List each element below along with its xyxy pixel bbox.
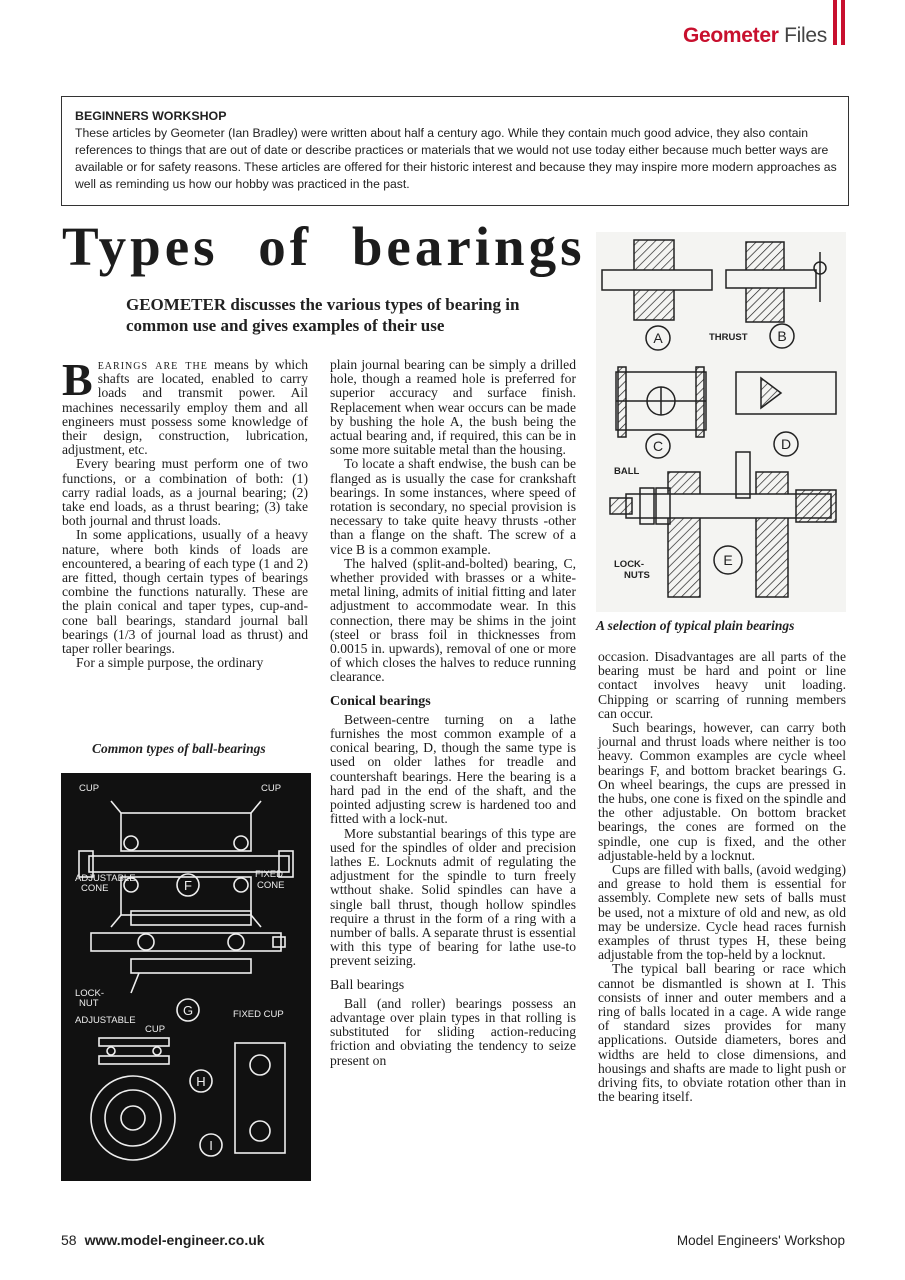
label-cup-1: CUP — [79, 783, 100, 794]
label-ball: BALL — [614, 466, 640, 477]
label-c: C — [652, 438, 664, 454]
notice-title: BEGINNERS WORKSHOP — [75, 109, 227, 123]
paragraph: For a simple purpose, the ordinary — [76, 655, 264, 671]
article-subtitle: GEOMETER discusses the various types of bearing in common use and gives examples of their use — [126, 295, 520, 335]
thread-e — [796, 490, 836, 522]
footer-left — [61, 1232, 265, 1248]
label-b: B — [777, 328, 787, 344]
paragraph: The typical ball bearing or race which cannot be dismantled is shown at I. This consists of inner and outer members and a ring of balls located in a cage. A wide range of standard sizes provides for many applications. Outside diameters, bores and widths are held to close dimensions, and housings and shafts are made to light push or driving fits, to obviate rotation other than in the bearing itself. — [598, 961, 846, 1105]
text-column-3 — [598, 650, 846, 1105]
label-h: H — [196, 1074, 206, 1089]
brand-light: Files — [784, 24, 827, 47]
screw-b — [726, 270, 816, 288]
label-thrust: THRUST — [709, 332, 748, 343]
header-brand — [683, 24, 827, 48]
bolt-c — [618, 367, 626, 437]
paragraph: The halved (split-and-bolted) bearing, C, whether provided with brasses or a white-metal lining, admits of initial fitting and later adjustment to accommodate wear. In this connection, there may be shims in the joint (steel or brass foil in thicknesses from 0.0015 in. upwards), removal of one or more of which closes the halves to reduce running clearance. — [330, 555, 576, 685]
section-heading-conical: Conical bearings — [330, 693, 431, 709]
label-nuts: NUTS — [624, 570, 650, 581]
shaft-a — [602, 270, 712, 290]
housing-e — [668, 517, 700, 597]
label-a: A — [653, 330, 663, 346]
paragraph: plain journal bearing can be simply a drilled hole, though a reamed hole is preferred for superior accuracy and surface finish. Replacement when wear occurs can be made by bushing the hole A, the bush being the actual bearing and, if required, this can be in some more suitable metal than the housing. — [330, 357, 576, 458]
label-lock: LOCK- — [75, 988, 105, 999]
paragraph-text: means by which shafts are located, enabled to carry loads and transmit power. Ail machines necessarily employ them and all engineers must possess some knowledge of their design, construction, lubrication, adjustment, etc. — [62, 357, 308, 458]
paragraph: occasion. Disadvantages are all parts of the bearing must be hard and point or line contact involves heavy unit loading. Chipping or scarring of running members can occur. — [598, 649, 846, 721]
section-heading-ball: Ball bearings — [330, 977, 405, 993]
notice-box — [61, 96, 849, 206]
paragraph — [62, 354, 308, 458]
label-adjustable: ADJUSTABLE — [75, 873, 136, 884]
notice-text: These articles by Geometer (Ian Bradley) were written about half a century ago. While they contain much good advice, they also contain references to things that are out of date or describe practices or materials that we would not use today either because much better ways are available or for safety reasons. These articles are offered for their historic interest and because they may inspire more modern approaches as well as reminding us how our hobby was practiced in the past. — [75, 126, 837, 191]
label-cone-2: CONE — [257, 880, 285, 891]
drop-cap: B — [62, 354, 93, 405]
paragraph: Every bearing must perform one of two functions, or a combination of both: (1) carry radial loads, as a journal bearing; (2) take end loads, as a thrust bearing; (3) take both journal and thrust loads. — [62, 456, 308, 529]
lead-in: earings are the — [97, 357, 208, 372]
label-fixed-cup: FIXED CUP — [233, 1009, 284, 1020]
text-column-1 — [62, 354, 308, 671]
label-cup-2: CUP — [261, 783, 282, 794]
label-cup-3: CUP — [145, 1024, 166, 1035]
label-fixed: FIXED — [255, 869, 283, 880]
label-e: E — [723, 552, 733, 568]
text-column-2 — [330, 358, 576, 1068]
housing-e — [756, 517, 788, 597]
label-i: I — [209, 1138, 213, 1153]
label-adjustable-cup: ADJUSTABLE — [75, 1015, 136, 1026]
bolt-c — [696, 367, 704, 437]
page-number: 58 — [61, 1232, 77, 1248]
header-red-bar — [841, 0, 845, 45]
label-nut: NUT — [79, 998, 99, 1009]
figure-background — [61, 773, 311, 1181]
paragraph: In some applications, usually of a heavy nature, where both kinds of loads are encountered, a bearing of each type (1 and 2) are fitted, though certain types of bearings combine the functions naturally. These are the plain conical and taper types, cup-and-cone ball bearings, standard journal ball bearings (1/3 of journal load as thrust) and taper roller bearings. — [62, 527, 308, 657]
figure-caption-plain-bearings: A selection of typical plain bearings — [596, 618, 795, 633]
label-d: D — [780, 436, 792, 452]
paragraph: Cups are filled with balls, (avoid wedging) and grease to hold them is essential for assembly. Complete new sets of balls must be used, not a mixture of old and new, as old may be undersize. Cycle head races furnish examples of thrust types H, these being adjustable from the top-held by a locknut. — [598, 862, 846, 963]
footer-url[interactable]: www.model-engineer.co.uk — [84, 1232, 265, 1248]
label-cone: CONE — [81, 883, 109, 894]
end-e — [610, 498, 632, 514]
ball-bearings-figure — [61, 773, 311, 1181]
footer-magazine: Model Engineers' Workshop — [676, 1233, 845, 1248]
paragraph: Between-centre turning on a lathe furnishes the most common example of a conical bearing, D, though the same type is used on older lathes for treadle and countershaft bearings. Here the bearing is a hard pad in the end of the shaft, and the pointed adjusting screw is hardened too and fitted with a lock-nut. — [330, 711, 576, 827]
header-red-bar — [833, 0, 837, 45]
paragraph: Ball (and roller) bearings possess an advantage over plain types in that rolling is substituted for sliding action-reducing friction and obviating the tendency to seize present on — [330, 995, 576, 1068]
label-lock: LOCK- — [614, 559, 645, 570]
label-g: G — [182, 1003, 194, 1018]
paragraph: More substantial bearings of this type are used for the spindles of older and precision lathes E. Locknuts admit of regulating the adjustment for the spindle to turn freely wtthout shake. Solid spindles can have a single ball thrust, though hollow spindles require a thrust in the form of a ring with a number of balls. A separate thrust is essential with this type of bearing for lathe use-to prevent seizing. — [330, 825, 576, 969]
paragraph: To locate a shaft endwise, the bush can be flanged as is usually the case for crankshaft bearings. In some instances, where speed of rotation is secondary, no special provision is necessary to take quite heavy thrusts -other than a flange on the shaft. The screw of a vice B is a common example. — [330, 456, 576, 557]
figure-caption-ball-bearings: Common types of ball-bearings — [92, 741, 266, 756]
brand-strong: Geometer — [682, 24, 779, 47]
label-f: F — [184, 878, 192, 893]
plain-bearings-figure — [596, 232, 846, 612]
article-title: Types of bearings — [62, 216, 586, 277]
paragraph: Such bearings, however, can carry both journal and thrust loads where neither is too heavy. Common examples are cycle wheel bearings F, and bottom bracket bearings G. On wheel bearings, the cups are pressed in the hubs, one cone is fixed on the spindle and the other adjustable. On bottom bracket bearings, the cones are formed on the spindle, one cup is fixed, and the other adjustable-held by a locknut. — [598, 720, 846, 863]
